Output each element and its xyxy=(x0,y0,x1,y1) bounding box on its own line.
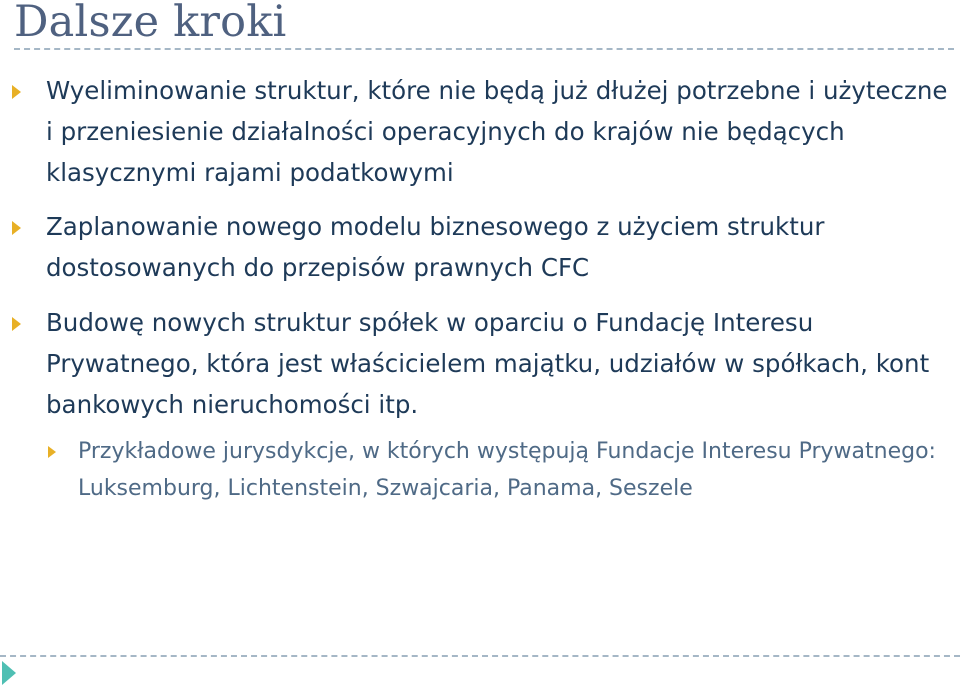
bullet-text: Zaplanowanie nowego modelu biznesowego z użyciem struktur dostosowanych do przepisów prawnych CFC xyxy=(46,212,825,282)
bullet-text: Budowę nowych struktur spółek w oparciu o Fundację Interesu Prywatnego, która jest właścicielem majątku, udziałów w spółkach, kont bankowych nieruchomości itp. xyxy=(46,308,930,419)
bullet-arrow-icon xyxy=(12,221,21,235)
footer-divider xyxy=(0,655,960,657)
bullet-text: Wyeliminowanie struktur, które nie będą już dłużej potrzebne i użyteczne i przeniesienie działalności operacyjnych do krajów nie będących klasycznymi rajami podatkowymi xyxy=(46,76,948,187)
bullet-arrow-icon xyxy=(12,85,21,99)
bullet-item xyxy=(46,70,951,193)
bullet-arrow-icon xyxy=(12,317,21,331)
slide-title: Dalsze kroki xyxy=(14,0,287,47)
sub-bullet-arrow-icon xyxy=(48,446,56,458)
bullet-item xyxy=(46,302,951,425)
bullet-item xyxy=(46,206,951,288)
footer-triangle-icon xyxy=(2,661,16,685)
sub-bullet-text: Przykładowe jurysdykcje, w których występują Fundacje Interesu Prywatnego: Luksemburg, Lichtenstein, Szwajcaria, Panama, Seszele xyxy=(78,439,936,501)
title-divider xyxy=(14,48,954,50)
sub-bullet-item xyxy=(78,433,948,507)
